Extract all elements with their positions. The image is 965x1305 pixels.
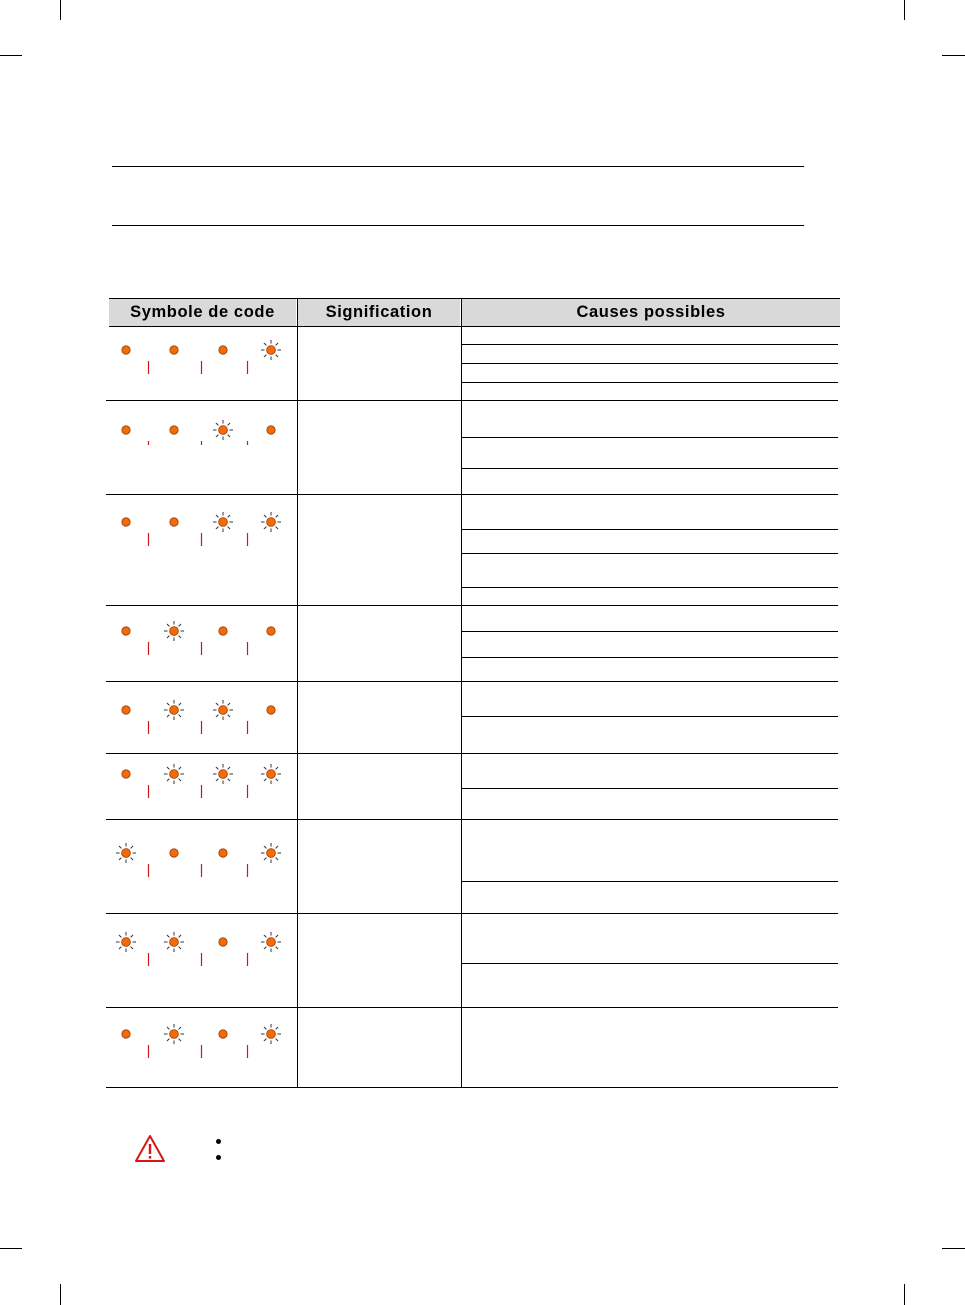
led-on-icon	[267, 426, 275, 434]
led-blinking-icon	[164, 764, 184, 784]
note-bullet	[216, 1139, 221, 1144]
led-blinking-icon	[164, 621, 184, 641]
led-on-icon	[219, 346, 227, 354]
led-on-icon	[267, 706, 275, 714]
led-blinking-icon	[261, 764, 281, 784]
header-causes: Causes possibles	[462, 299, 840, 326]
led-on-icon	[170, 426, 178, 434]
led-blinking-icon	[116, 932, 136, 952]
led-on-icon	[219, 627, 227, 635]
led-on-icon	[170, 518, 178, 526]
led-blinking-icon	[213, 512, 233, 532]
led-on-icon	[219, 1030, 227, 1038]
led-blinking-icon	[261, 843, 281, 863]
warning-triangle-icon	[134, 1134, 166, 1164]
led-blinking-icon	[261, 1024, 281, 1044]
led-on-icon	[122, 426, 130, 434]
led-blinking-icon	[164, 1024, 184, 1044]
led-blinking-icon	[164, 932, 184, 952]
led-blinking-icon	[261, 512, 281, 532]
led-blinking-icon	[164, 700, 184, 720]
led-on-icon	[122, 346, 130, 354]
led-on-icon	[267, 627, 275, 635]
led-blinking-icon	[213, 700, 233, 720]
led-blinking-icon	[261, 340, 281, 360]
led-blinking-icon	[261, 932, 281, 952]
header-symbole: Symbole de code	[109, 299, 296, 326]
led-blinking-icon	[213, 764, 233, 784]
header-signification: Signification	[298, 299, 460, 326]
led-on-icon	[219, 849, 227, 857]
led-blinking-icon	[116, 843, 136, 863]
led-on-icon	[122, 770, 130, 778]
led-on-icon	[122, 518, 130, 526]
led-on-icon	[219, 938, 227, 946]
led-on-icon	[170, 346, 178, 354]
led-on-icon	[122, 1030, 130, 1038]
led-on-icon	[122, 706, 130, 714]
led-on-icon	[170, 849, 178, 857]
led-blinking-icon	[213, 420, 233, 440]
note-bullet	[216, 1155, 221, 1160]
led-on-icon	[122, 627, 130, 635]
